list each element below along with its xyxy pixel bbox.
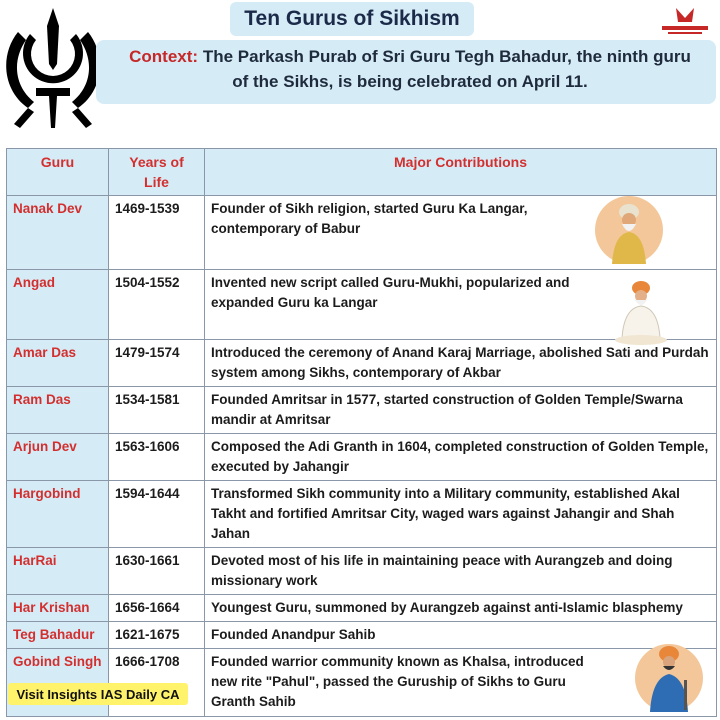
guru-years: 1621-1675 xyxy=(109,622,205,649)
guru-contribution: Youngest Guru, summoned by Aurangzeb against anti-Islamic blasphemy xyxy=(205,595,717,622)
guru-years: 1504-1552 xyxy=(109,270,205,340)
khanda-icon xyxy=(2,4,104,132)
guru-years: 1666-1708 xyxy=(109,649,205,717)
header-contributions: Major Contributions xyxy=(205,149,717,196)
guru-gobind-portrait-icon xyxy=(634,640,704,714)
guru-name: Teg Bahadur xyxy=(7,622,109,649)
header-years: Years of Life xyxy=(109,149,205,196)
table-row xyxy=(7,387,717,434)
contribution-text: Founder of Sikh religion, started Guru Ka Langar, contemporary of Babur xyxy=(211,201,528,236)
table-header-row xyxy=(7,149,717,196)
guru-name: Har Krishan xyxy=(7,595,109,622)
guru-years: 1656-1664 xyxy=(109,595,205,622)
guru-name: Angad xyxy=(7,270,109,340)
guru-name: Ram Das xyxy=(7,387,109,434)
guru-years: 1534-1581 xyxy=(109,387,205,434)
table-row xyxy=(7,595,717,622)
table-row xyxy=(7,622,717,649)
table-row xyxy=(7,434,717,481)
insightsias-logo-icon xyxy=(654,4,716,38)
context-label: Context: xyxy=(129,47,199,66)
guru-contribution: Founded Amritsar in 1577, started construction of Golden Temple/Swarna mandir at Amritsar xyxy=(205,387,717,434)
contribution-text: Founded warrior community known as Khalsa, introduced new rite "Pahul", passed the Guruship of Sikhs to Guru Granth Sahib xyxy=(211,654,584,709)
contribution-text: Invented new script called Guru-Mukhi, popularized and expanded Guru ka Langar xyxy=(211,275,570,310)
guru-name: Hargobind xyxy=(7,481,109,548)
guru-contribution: Introduced the ceremony of Anand Karaj Marriage, abolished Sati and Purdah system among Sikhs, contemporary of Akbar xyxy=(205,340,717,387)
guru-name: HarRai xyxy=(7,548,109,595)
guru-years: 1630-1661 xyxy=(109,548,205,595)
guru-contribution: Transformed Sikh community into a Military community, established Akal Takht and fortified Amritsar City, waged wars against Jahangir and Shah Jahan xyxy=(205,481,717,548)
guru-years: 1479-1574 xyxy=(109,340,205,387)
guru-years: 1594-1644 xyxy=(109,481,205,548)
table-row xyxy=(7,548,717,595)
header xyxy=(0,0,720,140)
page-title-box xyxy=(230,2,474,36)
guru-contribution: Composed the Adi Granth in 1604, completed construction of Golden Temple, executed by Jahangir xyxy=(205,434,717,481)
guru-name: Gobind Singh xyxy=(7,649,109,717)
guru-angad-portrait-icon xyxy=(608,276,674,346)
guru-contribution: Devoted most of his life in maintaining peace with Aurangzeb and doing missionary work xyxy=(205,548,717,595)
insights-daily-ca-badge[interactable]: Visit Insights IAS Daily CA xyxy=(8,683,188,705)
guru-name: Nanak Dev xyxy=(7,196,109,270)
context-body: The Parkash Purab of Sri Guru Tegh Bahadur, the ninth guru of the Sikhs, is being celebrated on April 11. xyxy=(202,47,691,91)
page-title: Ten Gurus of Sikhism xyxy=(244,7,460,30)
guru-nanak-portrait-icon xyxy=(594,190,664,270)
context-text xyxy=(120,44,700,94)
guru-name: Amar Das xyxy=(7,340,109,387)
table-row xyxy=(7,340,717,387)
guru-years: 1563-1606 xyxy=(109,434,205,481)
guru-name: Arjun Dev xyxy=(7,434,109,481)
guru-years: 1469-1539 xyxy=(109,196,205,270)
table-row xyxy=(7,481,717,548)
header-guru: Guru xyxy=(7,149,109,196)
guru-contribution: Founded Anandpur Sahib xyxy=(205,622,717,649)
